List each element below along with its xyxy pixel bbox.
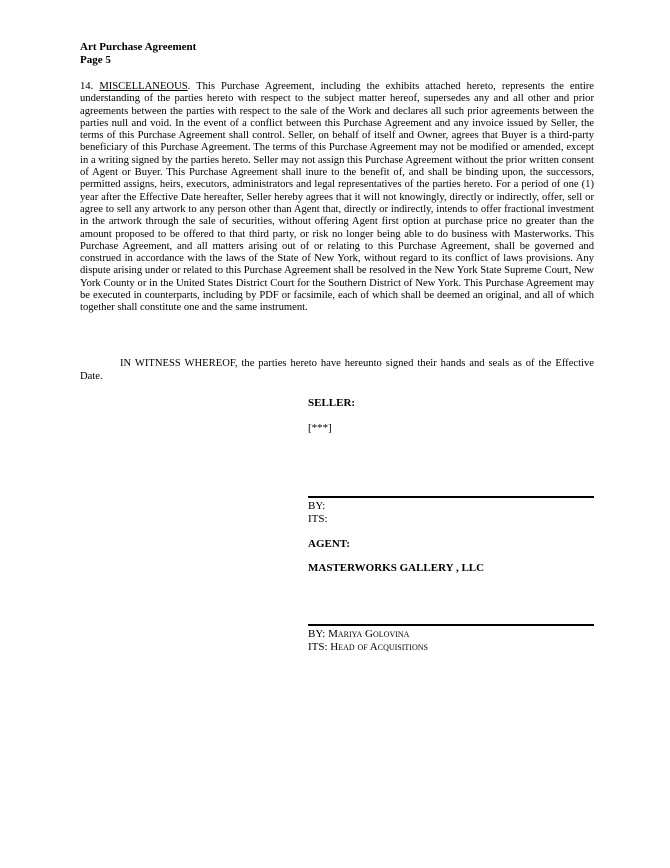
- agent-label: AGENT:: [308, 538, 350, 550]
- seller-its: ITS:: [308, 513, 328, 525]
- section-14-paragraph: [80, 81, 594, 315]
- agent-its: ITS: Head of Acquisitions: [308, 641, 428, 653]
- document-title: Art Purchase Agreement: [80, 41, 197, 53]
- witness-clause: IN WITNESS WHEREOF, the parties hereto have hereunto signed their hands and seals as of the Effective Date.: [80, 358, 594, 382]
- seller-label: SELLER:: [308, 397, 356, 409]
- agent-signature-line: [308, 624, 594, 626]
- page-header: [80, 41, 196, 67]
- agent-company: MASTERWORKS GALLERY , LLC: [308, 562, 485, 574]
- section-number: 14.: [80, 81, 94, 92]
- seller-by: BY:: [308, 500, 326, 512]
- section-title: MISCELLANEOUS: [99, 81, 188, 92]
- section-body: . This Purchase Agreement, including the exhibits attached hereto, represents the entire understanding of the parties hereto with respect to the subject matter hereof, supersedes any and all other and prior agreements between the parties with respect to the sale of the Work and declares all such prior agreements between the parties null and void. In the event of a conflict between this Purchase Agreement and any invoice issued by Seller, the terms of this Purchase Agreement shall control. Seller, on behalf of itself and Owner, agrees that Buyer is a third-party beneficiary of this Purchase Agreement. The terms of this Purchase Agreement may not be modified or amended, except in a writing signed by the parties hereto. Seller may not assign this Purchase Agreement without the prior written consent of Agent or Buyer. This Purchase Agreement shall inure to the benefit of, and shall be binding upon, the successors, permitted assigns, heirs, executors, administrators and legal representatives of the parties hereto. For a period of one (1) year after the Effective Date hereafter, Seller hereby agrees that it will not knowingly, directly or indirectly, offer, sell or agree to sell any artwork to any person other than Agent that, directly or indirectly, intends to offer fractional investment in the artwork through the sale of securities, without offering Agent first option at purchase price no greater than the amount proposed to be offered to that third party, or risk no longer being able to do business with Masterworks. This Purchase Agreement, and all matters arising out of or relating to this Purchase Agreement, shall be governed and construed in accordance with the laws of the State of New York, without regard to its conflict of laws provisions. Any dispute arising under or related to this Purchase Agreement shall be resolved in the New York State Supreme Court, New York County or in the United States District Court for the Southern District of New York. This Purchase Agreement may be executed in counterparts, including by PDF or facsimile, each of which shall be deemed an original, and all of which together shall constitute one and the same instrument.: [80, 81, 594, 314]
- seller-signature-line: [308, 496, 594, 498]
- page-number: Page 5: [80, 54, 111, 66]
- seller-name: [***]: [308, 422, 332, 434]
- agent-by: BY: Mariya Golovina: [308, 628, 410, 640]
